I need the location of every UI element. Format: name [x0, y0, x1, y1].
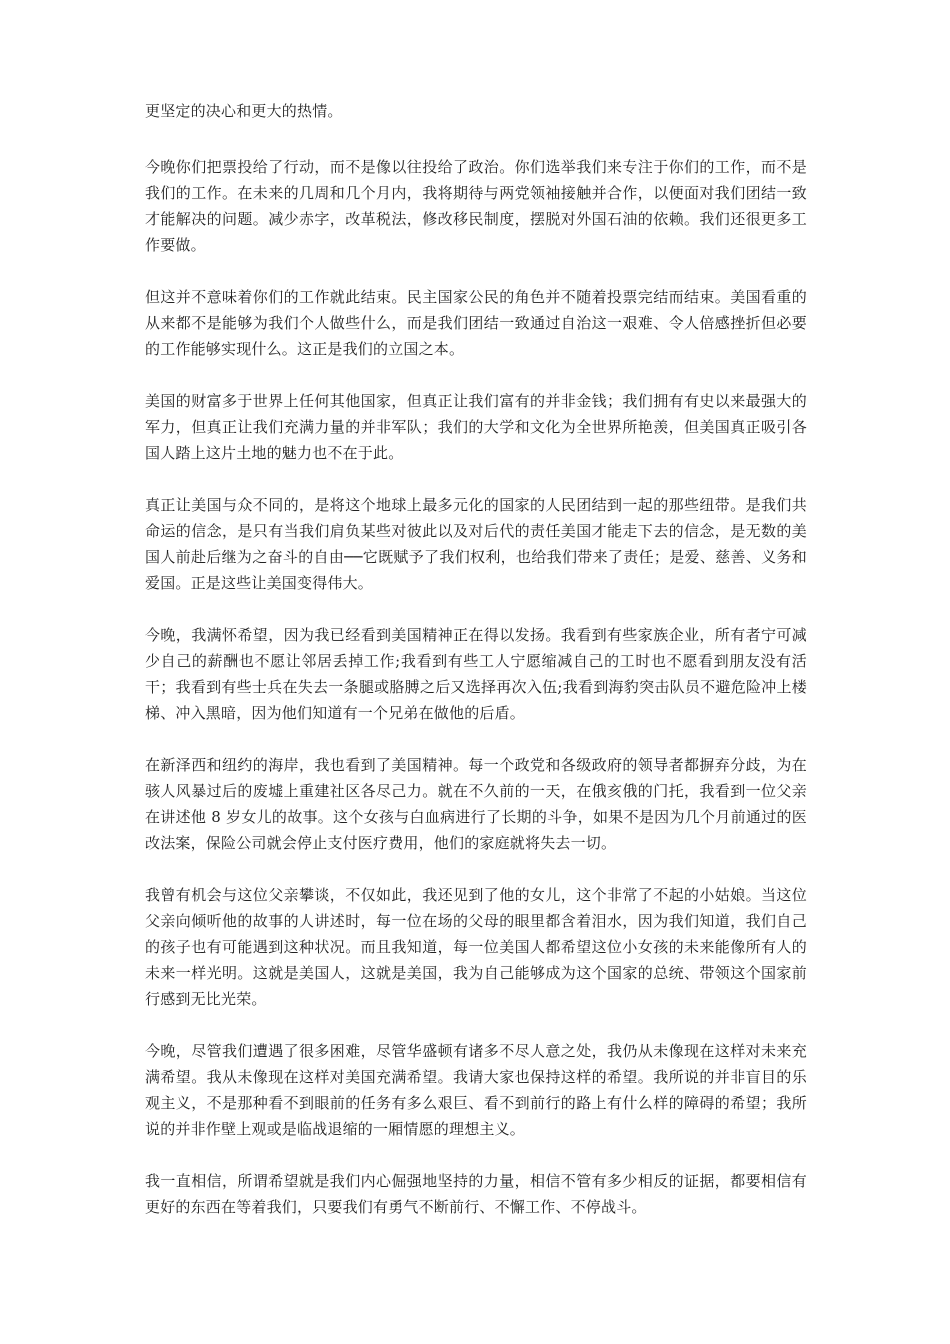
paragraph-7: 在新泽西和纽约的海岸，我也看到了美国精神。每一个政党和各级政府的领导者都摒弃分歧，为在骇人风暴过后的废墟上重建社区各尽己力。就在不久前的一天，在俄亥俄的门托，我看到一位父亲在讲述他 8 岁女儿的故事。这个女孩与白血病进行了长期的斗争，如果不是因为几个月前通过的医改法案，保险公司就会停止支付医疗费用，他们的家庭就将失去一切。: [145, 756, 807, 852]
paragraph-1: 更坚定的决心和更大的热情。: [145, 102, 343, 120]
paragraph-6: 今晚，我满怀希望，因为我已经看到美国精神正在得以发扬。我看到有些家族企业，所有者宁可减少自己的薪酬也不愿让邻居丢掉工作;我看到有些工人宁愿缩减自己的工时也不愿看到朋友没有活干；我看到有些士兵在失去一条腿或胳膊之后又选择再次入伍;我看到海豹突击队员不避危险冲上楼梯、冲入黑暗，因为他们知道有一个兄弟在做他的后盾。: [145, 626, 807, 722]
paragraph-2: 今晚你们把票投给了行动，而不是像以往投给了政治。你们选举我们来专注于你们的工作，而不是我们的工作。在未来的几周和几个月内，我将期待与两党领袖接触并合作，以便面对我们团结一致才能解决的问题。减少赤字，改革税法，修改移民制度，摆脱对外国石油的依赖。我们还很更多工作要做。: [145, 158, 807, 254]
document-body: [145, 98, 807, 1246]
paragraph-3: 但这并不意味着你们的工作就此结束。民主国家公民的角色并不随着投票完结而结束。美国看重的从来都不是能够为我们个人做些什么，而是我们团结一致通过自治这一艰难、令人倍感挫折但必要的工作能够实现什么。这正是我们的立国之本。: [145, 288, 807, 358]
paragraph-5: 真正让美国与众不同的，是将这个地球上最多元化的国家的人民团结到一起的那些纽带。是我们共命运的信念，是只有当我们肩负某些对彼此以及对后代的责任美国才能走下去的信念，是无数的美国人前赴后继为之奋斗的自由──它既赋予了我们权利，也给我们带来了责任；是爱、慈善、义务和爱国。正是这些让美国变得伟大。: [145, 496, 807, 592]
paragraph-10: 我一直相信，所谓希望就是我们内心倔强地坚持的力量，相信不管有多少相反的证据，都要相信有更好的东西在等着我们，只要我们有勇气不断前行、不懈工作、不停战斗。: [145, 1172, 807, 1216]
paragraph-4: 美国的财富多于世界上任何其他国家，但真正让我们富有的并非金钱；我们拥有有史以来最强大的军力，但真正让我们充满力量的并非军队；我们的大学和文化为全世界所艳羡，但美国真正吸引各国人踏上这片土地的魅力也不在于此。: [145, 392, 807, 462]
paragraph-9: 今晚，尽管我们遭遇了很多困难，尽管华盛顿有诸多不尽人意之处，我仍从未像现在这样对未来充满希望。我从未像现在这样对美国充满希望。我请大家也保持这样的希望。我所说的并非盲目的乐观主义，不是那种看不到眼前的任务有多么艰巨、看不到前行的路上有什么样的障碍的希望；我所说的并非作壁上观或是临战退缩的一厢情愿的理想主义。: [145, 1042, 807, 1138]
paragraph-8: 我曾有机会与这位父亲攀谈，不仅如此，我还见到了他的女儿，这个非常了不起的小姑娘。当这位父亲向倾听他的故事的人讲述时，每一位在场的父母的眼里都含着泪水，因为我们知道，我们自己的孩子也有可能遇到这种状况。而且我知道，每一位美国人都希望这位小女孩的未来能像所有人的未来一样光明。这就是美国人，这就是美国，我为自己能够成为这个国家的总统、带领这个国家前行感到无比光荣。: [145, 886, 807, 1008]
